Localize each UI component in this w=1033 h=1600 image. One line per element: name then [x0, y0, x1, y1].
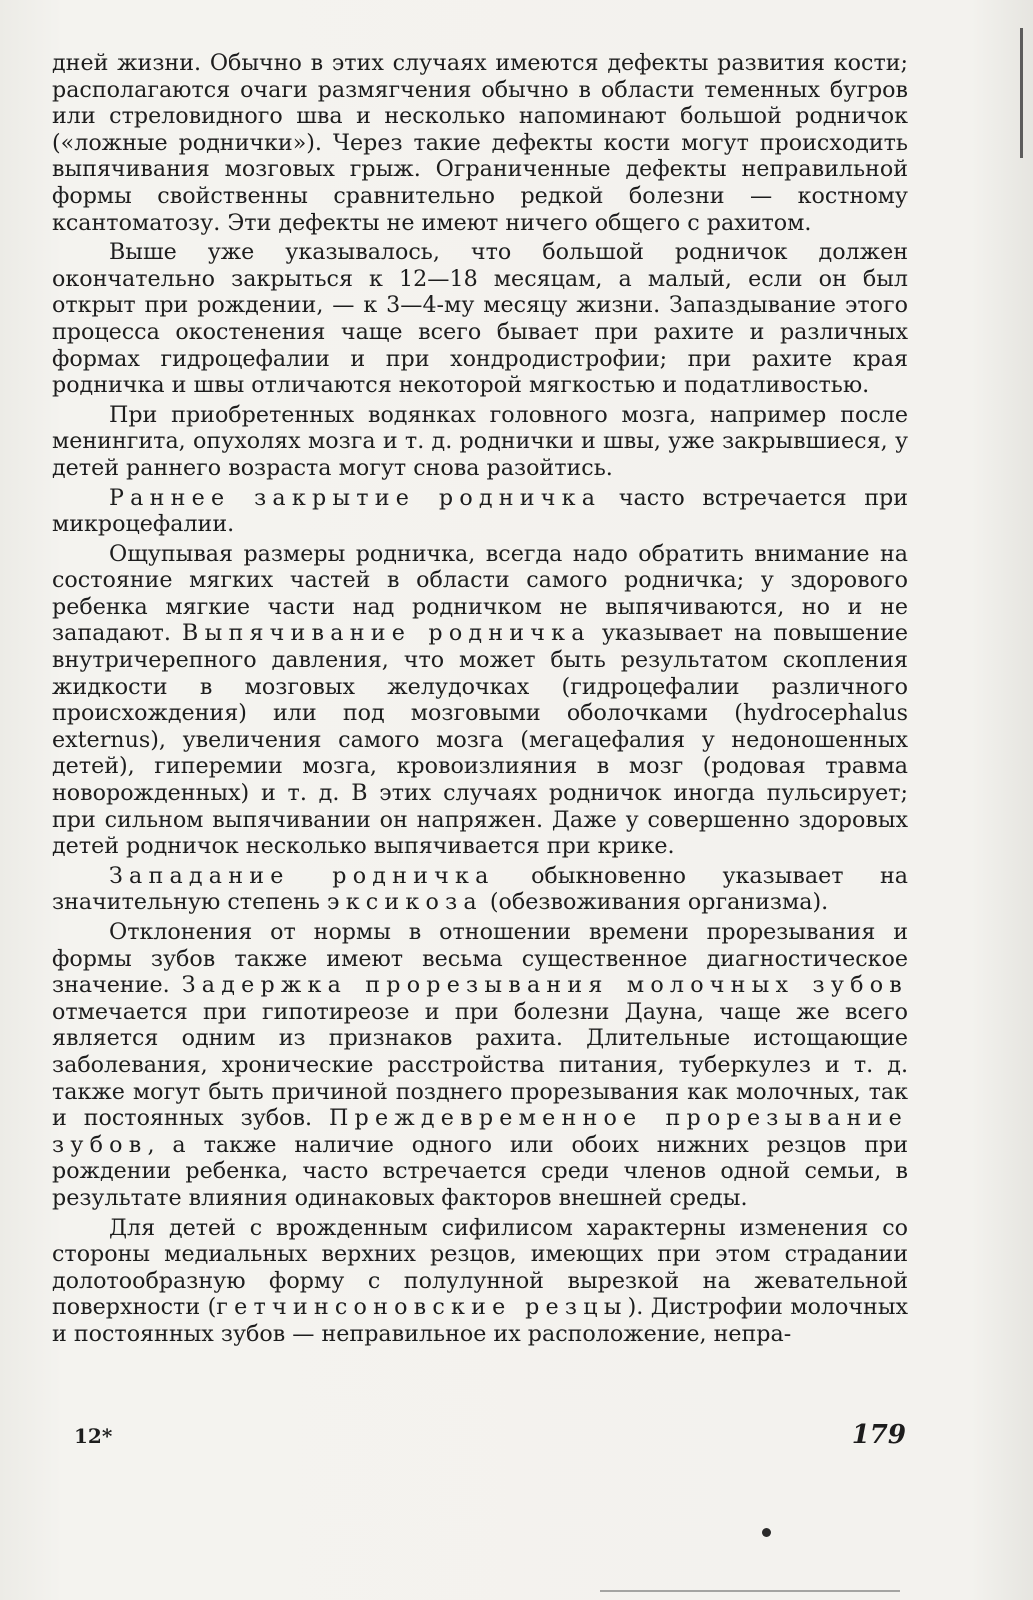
paragraph: [52, 863, 908, 916]
paragraph: [52, 485, 908, 538]
paragraph: [52, 50, 908, 236]
text-run: , а также наличие одного или обоих нижних резцов при рождении ребенка, часто встречается среди членов одной семьи, в результате влияния одинаковых факторов внешней среды.: [52, 1131, 908, 1211]
emphasized-term: Раннее закрытие родничка: [109, 484, 602, 511]
text-run: отмечается при гипотиреозе и при болезни Дауна, чаще же всего является одним из признаков рахита. Длительные истощающие заболевания, хронические расстройства питания, туберкулез и т. д. также могут быть причиной позднего прорезывания как молочных, так и постоянных зубов.: [52, 998, 908, 1132]
paragraph: [52, 541, 908, 860]
text-run: обыкновенно указывает на значительную степень: [52, 862, 909, 916]
page-footer: [74, 1420, 906, 1456]
text-run: Для детей с врожденным сифилисом характерны изменения со стороны медиальных верхних резцов, имеющих при этом страдании долотообразную форму с полулунной вырезкой на жевательной поверхности (: [52, 1214, 908, 1321]
text-run: Отклонения от нормы в отношении времени прорезывания и формы зубов также имеют весьма существенное диагностическое значение.: [52, 919, 908, 999]
page-number: 179: [851, 1420, 906, 1450]
body-text: [52, 50, 908, 1348]
paragraph: [52, 402, 908, 482]
text-run: (обезвоживания организма).: [482, 889, 829, 916]
emphasized-term: эксикоза: [327, 889, 483, 916]
emphasized-term: Выпячивание родничка: [182, 620, 591, 647]
text-run: указывает на повышение внутричерепного давления, что может быть результатом скопления жидкости в мозговых желудочках (гидроцефалии различного происхождения) или под мозговыми оболочками (hydrocephalus externus), увеличения самого мозга (мегацефалия у недоношенных детей), гиперемии мозга, кровоизлияния в мозг (родовая травма новорожденных) и т. д. В этих случаях родничок иногда пульсирует; при сильном выпячивании он напряжен. Даже у совершенно здоровых детей родничок несколько выпячивается при крике.: [52, 620, 908, 860]
text-run: ). Дистрофии молочных и постоянных зубов — неправильное их расположение, непра-: [52, 1294, 909, 1347]
ink-blot: [762, 1528, 771, 1537]
scan-scratch: [600, 1590, 900, 1592]
emphasized-term: Задержка прорезывания молочных зубов: [181, 972, 908, 999]
paragraph: [52, 1215, 908, 1348]
text-run: часто встречается при микроцефалии.: [52, 484, 908, 538]
text-run: дней жизни. Обычно в этих случаях имеются дефекты развития кости; располагаются очаги размягчения обычно в области теменных бугров или стреловидного шва и несколько напоминают большой родничок («ложные роднички»). Через такие дефекты кости могут происходить выпячивания мозговых грыж. Ограниченные дефекты неправильной формы свойственны сравнительно редкой болезни — костному ксантоматозу. Эти дефекты не имеют ничего общего с рахитом.: [52, 50, 908, 236]
scan-edge-shadow: [1020, 28, 1023, 158]
text-run: При приобретенных водянках головного мозга, например после менингита, опухолях мозга и т. д. роднички и швы, уже закрывшиеся, у детей раннего возраста могут снова разойтись.: [52, 401, 908, 481]
emphasized-term: гетчинсоновские резцы: [216, 1294, 628, 1321]
paragraph: [52, 919, 908, 1212]
signature-mark: 12*: [74, 1424, 113, 1448]
text-run: Выше уже указывалось, что большой родничок должен окончательно закрыться к 12—18 месяцам, а малый, если он был открыт при рождении, — к 3—4-му месяцу жизни. Запаздывание этого процесса окостенения чаще всего бывает при рахите и различных формах гидроцефалии и при хондродистрофии; при рахите края родничка и швы отличаются некоторой мягкостью и податливостью.: [52, 239, 908, 399]
paragraph: [52, 239, 908, 399]
emphasized-term: Западание родничка: [109, 862, 495, 889]
text-run: Ощупывая размеры родничка, всегда надо обратить внимание на состояние мягких частей в области самого родничка; у здорового ребенка мягкие части над родничком не выпячиваются, но и не западают.: [52, 540, 908, 647]
emphasized-term: Преждевременное прорезывание зубов: [52, 1105, 908, 1158]
